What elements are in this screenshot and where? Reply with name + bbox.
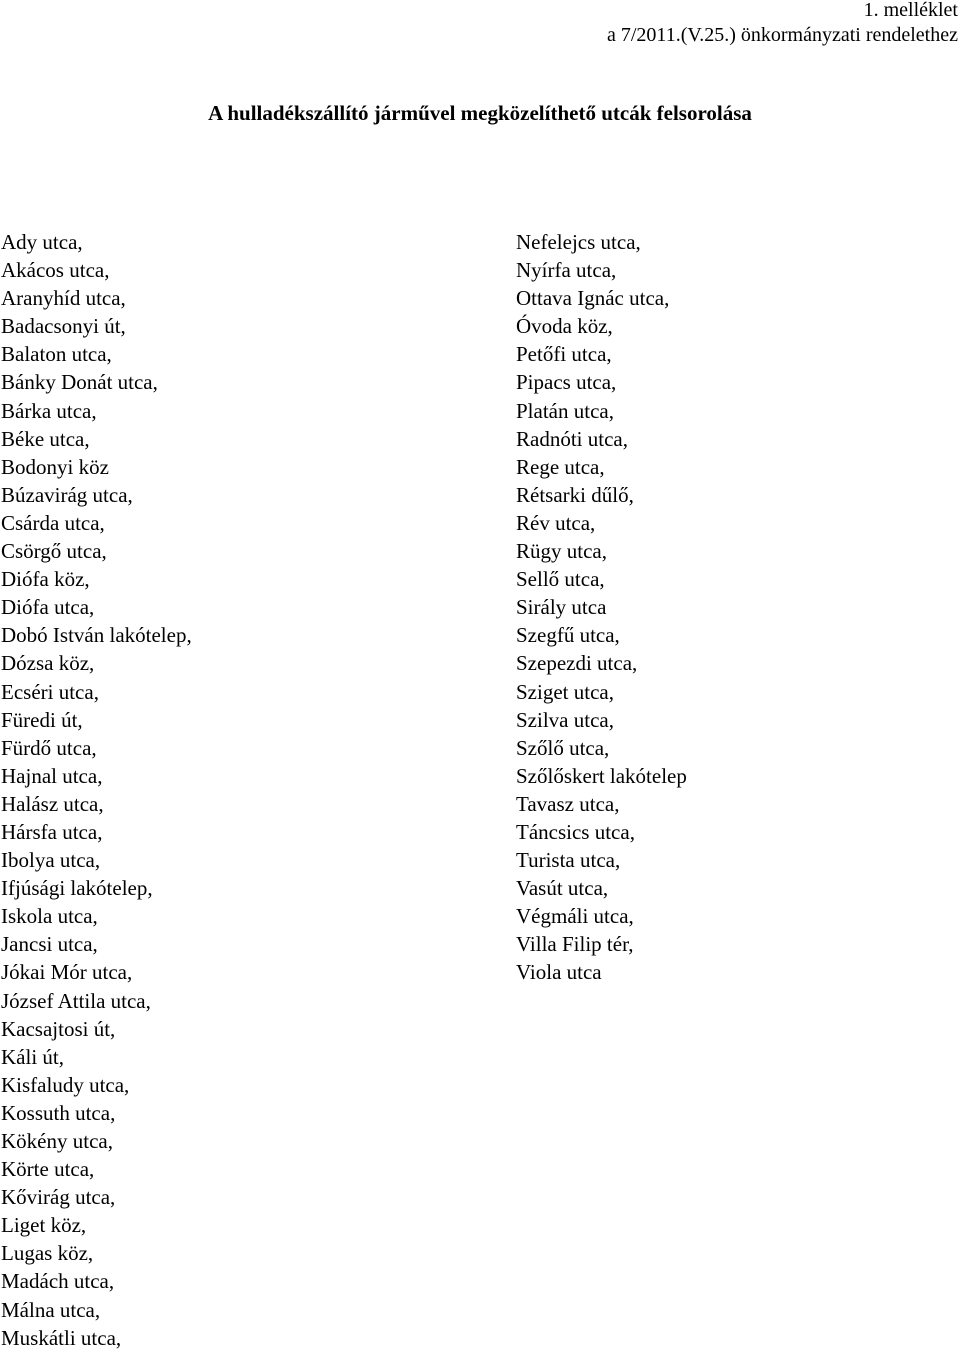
street-name: Rügy utca, — [516, 539, 607, 564]
street-name: Bánky Donát utca, — [1, 370, 158, 395]
street-name: Málna utca, — [1, 1297, 101, 1322]
street-name: Nefelejcs utca, — [516, 230, 641, 254]
street-name: Diófa utca, — [1, 595, 95, 620]
street-name: Sellő utca, — [516, 567, 605, 592]
street-name: Radnóti utca, — [516, 426, 628, 451]
street-name: Béke utca, — [1, 426, 90, 451]
street-name: Tavasz utca, — [516, 791, 620, 816]
street-name: József Attila utca, — [1, 988, 151, 1013]
street-name: Vasút utca, — [516, 876, 609, 901]
street-name: Balaton utca, — [1, 342, 112, 367]
street-name: Csárda utca, — [1, 510, 105, 535]
street-name: Akácos utca, — [1, 258, 110, 283]
street-name: Kisfaludy utca, — [1, 1072, 130, 1097]
street-name: Füredi út, — [1, 707, 83, 732]
street-name: Villa Filip tér, — [516, 932, 634, 957]
street-name: Madách utca, — [1, 1269, 115, 1294]
street-name: Viola utca — [516, 960, 602, 985]
street-name: Platán utca, — [516, 398, 614, 423]
street-name: Kökény utca, — [1, 1129, 113, 1153]
street-name: Kossuth utca, — [1, 1100, 116, 1125]
street-name: Ibolya utca, — [1, 848, 101, 873]
street-name: Körte utca, — [1, 1157, 95, 1182]
street-name: Bárka utca, — [1, 398, 97, 423]
street-name: Muskátli utca, — [1, 1325, 122, 1350]
street-name: Hársfa utca, — [1, 819, 103, 844]
street-name: Végmáli utca, — [516, 904, 634, 929]
street-name: Petőfi utca, — [516, 342, 612, 367]
street-name: Nyírfa utca, — [516, 258, 617, 283]
document-title: A hulladékszállító járművel megközelíthető utcák felsorolása — [208, 101, 752, 125]
street-name: Szegfű utca, — [516, 623, 620, 648]
street-name: Liget köz, — [1, 1213, 87, 1238]
street-name: Szilva utca, — [516, 707, 614, 732]
street-name: Ottava Ignác utca, — [516, 286, 670, 311]
annex-number: 1. melléklet — [863, 0, 958, 21]
street-list-right — [516, 228, 687, 987]
street-name: Sziget utca, — [516, 679, 614, 704]
street-name: Táncsics utca, — [516, 819, 635, 844]
street-name: Ady utca, — [1, 230, 83, 254]
street-name: Fürdő utca, — [1, 735, 97, 760]
street-name: Dobó István lakótelep, — [1, 623, 192, 648]
street-name: Aranyhíd utca, — [1, 286, 126, 311]
street-name: Jancsi utca, — [1, 932, 98, 957]
street-name: Bodonyi köz — [1, 454, 109, 479]
street-name: Szepezdi utca, — [516, 651, 638, 676]
street-name: Sirály utca — [516, 595, 607, 620]
street-list-left — [1, 228, 192, 1352]
street-name: Badacsonyi út, — [1, 314, 126, 339]
street-name: Rév utca, — [516, 510, 596, 535]
street-name: Pipacs utca, — [516, 370, 617, 395]
street-name: Kővirág utca, — [1, 1185, 116, 1210]
street-name: Óvoda köz, — [516, 314, 613, 339]
street-name: Ifjúsági lakótelep, — [1, 876, 153, 901]
street-name: Rétsarki dűlő, — [516, 482, 634, 507]
street-name: Diófa köz, — [1, 567, 90, 592]
street-name: Rege utca, — [516, 454, 605, 479]
street-name: Lugas köz, — [1, 1241, 94, 1266]
street-name: Szőlőskert lakótelep — [516, 763, 687, 788]
street-name: Jókai Mór utca, — [1, 960, 133, 985]
street-name: Káli út, — [1, 1044, 64, 1069]
street-name: Búzavirág utca, — [1, 482, 133, 507]
street-name: Iskola utca, — [1, 904, 98, 929]
street-name: Ecséri utca, — [1, 679, 99, 704]
annex-reference: a 7/2011.(V.25.) önkormányzati rendelethez — [607, 24, 958, 46]
street-name: Turista utca, — [516, 848, 621, 873]
street-name: Hajnal utca, — [1, 763, 103, 788]
street-name: Szőlő utca, — [516, 735, 610, 760]
street-name: Csörgő utca, — [1, 539, 107, 564]
street-name: Kacsajtosi út, — [1, 1016, 116, 1041]
street-name: Halász utca, — [1, 791, 104, 816]
street-name: Dózsa köz, — [1, 651, 95, 676]
